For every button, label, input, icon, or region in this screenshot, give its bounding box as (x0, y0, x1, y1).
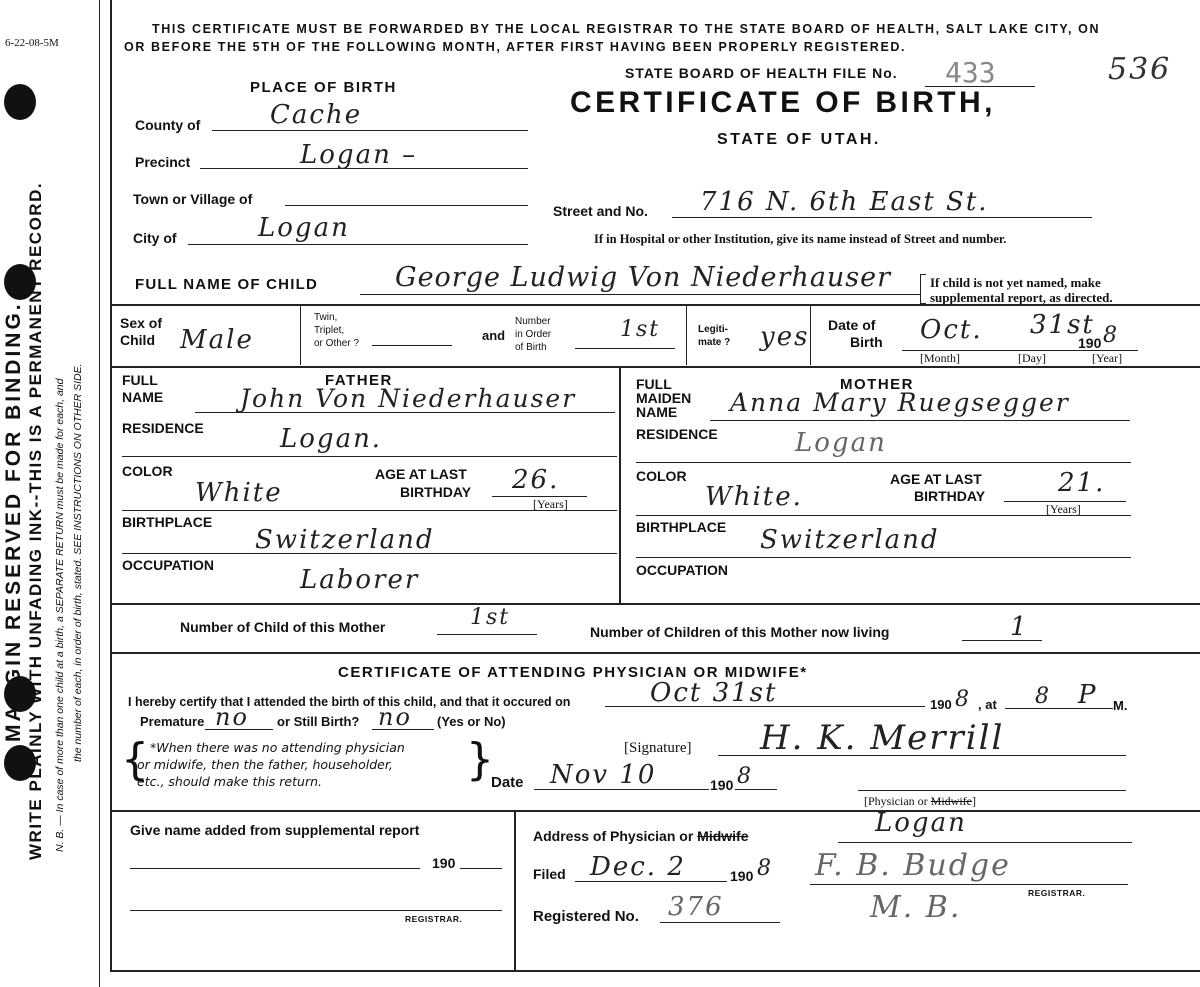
file-number-label: STATE BOARD OF HEALTH FILE No. (625, 65, 898, 81)
father-occupation-label: OCCUPATION (122, 557, 215, 573)
legit-label-2: mate ? (698, 337, 731, 348)
mother-heading: MOTHER (840, 376, 914, 393)
sex-label-1: Sex of (120, 315, 163, 331)
child-number-line (437, 634, 537, 635)
father-name-value: John Von Niederhauser (240, 384, 577, 413)
county-label: County of (135, 117, 201, 133)
vline-parents (619, 367, 621, 603)
day-caption: [Day] (1018, 351, 1046, 365)
certificate-title: CERTIFICATE OF BIRTH, (570, 86, 996, 119)
physician-caption (864, 794, 976, 809)
hour-line (1005, 708, 1113, 709)
child-name-note-2: supplemental report, as directed. (930, 290, 1113, 305)
physician-heading: CERTIFICATE OF ATTENDING PHYSICIAN OR MIDWIFE* (338, 664, 808, 681)
father-age-value: 26. (512, 465, 560, 495)
premature-label: Premature (140, 714, 205, 729)
mother-birthplace-line (636, 557, 1131, 558)
father-age-label-2: BIRTHDAY (400, 484, 472, 500)
order-label-1: Number (515, 316, 551, 327)
father-heading: FATHER (325, 372, 393, 389)
mother-residence-line (636, 462, 1131, 463)
mother-name-line (710, 420, 1130, 421)
registrar-initials: M. B. (870, 890, 962, 925)
sign-date-line (534, 789, 709, 790)
children-living-line (962, 640, 1042, 641)
father-birthplace-label: BIRTHPLACE (122, 514, 213, 530)
month-caption: [Month] (920, 351, 960, 365)
divider-physician (110, 652, 1200, 654)
supplemental-registrar-line (130, 910, 502, 911)
mother-occupation-label: OCCUPATION (636, 562, 729, 578)
birth-year-prefix: 190 (1078, 335, 1102, 351)
occurred-date-value: Oct 31st (650, 678, 778, 708)
signature-label: [Signature] (624, 740, 692, 756)
vline-sex (300, 305, 301, 365)
father-residence-line (122, 456, 617, 457)
divider-registration (110, 810, 1200, 812)
county-line (212, 130, 528, 131)
note-brace-right: } (466, 734, 494, 785)
father-color-value: White (195, 478, 283, 508)
birth-year-suffix: 8 (1103, 323, 1119, 348)
mother-age-label-1: AGE AT LAST (890, 471, 982, 487)
mother-name-value: Anna Mary Ruegsegger (730, 388, 1070, 417)
registrar-line (810, 884, 1128, 885)
header-instruction-2: OR BEFORE THE 5TH OF THE FOLLOWING MONTH, AFTER FIRST HAVING BEEN PROPERLY REGISTERED. (124, 40, 907, 54)
order-label-3: of Birth (515, 342, 547, 353)
physician-address: Logan (875, 808, 967, 838)
occurred-year-prefix: 190 (930, 697, 952, 712)
address-label-a: Address of Physician or (533, 828, 698, 844)
child-name-line (360, 294, 920, 295)
sign-date-label: Date (491, 774, 524, 791)
registrar-caption: REGISTRAR. (1028, 888, 1086, 898)
precinct-label: Precinct (135, 154, 191, 170)
filed-year-suffix: 8 (757, 856, 773, 881)
ampm-value: P (1078, 680, 1098, 710)
registrar-signature: F. B. Budge (815, 848, 1011, 883)
mother-age-label-2: BIRTHDAY (914, 488, 986, 504)
stillbirth-value: no (378, 703, 412, 731)
father-residence-value: Logan. (280, 424, 383, 454)
sign-year-line (735, 789, 777, 790)
legit-label-1: Legiti- (698, 324, 728, 335)
filed-line (575, 881, 727, 882)
precinct-line (200, 168, 528, 169)
father-years-caption: [Years] (533, 497, 568, 511)
father-name-label: NAME (122, 389, 164, 405)
physician-note-3: etc., should make this return. (137, 774, 322, 789)
divider-children (110, 603, 1200, 605)
registered-label: Registered No. (533, 908, 639, 925)
city-value: Logan (258, 213, 350, 243)
vline-legit (810, 305, 811, 365)
supplemental-year-line (460, 868, 502, 869)
sign-year-prefix: 190 (710, 777, 734, 793)
form-border-bottom (110, 970, 1200, 972)
signature-line (718, 755, 1126, 756)
form-code: 6-22-08-5M (5, 37, 59, 49)
city-label: City of (133, 230, 177, 246)
sign-year-suffix: 8 (737, 764, 753, 789)
hour-value: 8 (1035, 684, 1051, 709)
birth-day-value: 31st (1030, 310, 1095, 340)
physician-signature: H. K. Merrill (760, 718, 1005, 758)
father-birthplace-value: Switzerland (255, 525, 435, 555)
mother-birthplace-value: Switzerland (760, 525, 940, 555)
mother-years-caption: [Years] (1046, 502, 1081, 516)
at-label: , at (978, 697, 997, 712)
margin-main-text: MARGIN RESERVED FOR BINDING. (2, 301, 25, 742)
father-color-line (122, 510, 617, 511)
occurred-date-line (605, 706, 925, 707)
date-label-2: Birth (850, 334, 883, 350)
margin-note-2: the number of each, in order of birth, stated. SEE INSTRUCTIONS ON OTHER SIDE. (72, 363, 84, 762)
mother-age-value: 21. (1058, 468, 1106, 498)
legit-value: yes (760, 322, 810, 352)
mother-color-line (636, 515, 1131, 516)
town-label: Town or Village of (133, 191, 253, 207)
child-number-label: Number of Child of this Mother (180, 619, 386, 635)
child-name-note-1: If child is not yet named, make (930, 275, 1101, 290)
children-living-label: Number of Children of this Mother now living (590, 624, 890, 640)
year-caption: [Year] (1092, 351, 1123, 365)
child-name-value: George Ludwig Von Niederhauser (395, 262, 892, 293)
physician-caption-a: [Physician or (864, 794, 931, 808)
physician-note-1: *When there was no attending physician (150, 740, 405, 755)
order-label-2: in Order (515, 329, 552, 340)
father-residence-label: RESIDENCE (122, 420, 204, 436)
order-value: 1st (620, 317, 661, 342)
margin-note-1: N. B. — In case of more than one child at a birth, a SEPARATE RETURN must be made for each, and (54, 378, 66, 852)
sex-label-2: Child (120, 332, 155, 348)
sex-value: Male (180, 325, 254, 355)
certificate-subtitle: STATE OF UTAH. (717, 131, 881, 148)
vline-order (686, 305, 687, 365)
birth-month-value: Oct. (920, 315, 983, 345)
city-line (188, 244, 528, 245)
twin-label-2: Triplet, (314, 325, 345, 336)
margin-second-text: WRITE PLAINLY WITH UNFADING INK--THIS IS A PERMANENT RECORD. (26, 181, 45, 860)
street-line (672, 217, 1092, 218)
address-label (533, 828, 749, 844)
child-name-label: FULL NAME OF CHILD (135, 276, 318, 293)
twin-label-3: or Other ? (314, 338, 360, 349)
place-heading: PLACE OF BIRTH (250, 79, 397, 96)
address-label-midwife: Midwife (697, 828, 749, 844)
file-number-value: 433 (945, 56, 996, 89)
m-label: M. (1113, 698, 1128, 713)
vline-registration (514, 811, 516, 970)
address-line (838, 842, 1132, 843)
note-brace-left: { (121, 734, 149, 785)
registered-number: 376 (668, 892, 724, 922)
supplemental-name-line (130, 868, 420, 869)
supplemental-year-prefix: 190 (432, 855, 456, 871)
premature-line (205, 729, 273, 730)
mother-residence-label: RESIDENCE (636, 426, 718, 442)
children-living-value: 1 (1010, 612, 1029, 642)
divider-child (110, 304, 1200, 306)
order-line (575, 348, 675, 349)
sign-date-value: Nov 10 (550, 760, 657, 790)
hospital-note: If in Hospital or other Institution, give its name instead of Street and number. (594, 232, 1007, 246)
street-label: Street and No. (553, 203, 648, 219)
divider-parents (110, 366, 1200, 368)
father-color-label: COLOR (122, 463, 173, 479)
precinct-value: Logan – (300, 140, 418, 170)
form-border-left-inner (110, 0, 112, 970)
father-full-label: FULL (122, 372, 158, 388)
street-value: 716 N. 6th East St. (700, 187, 989, 217)
twin-line (372, 345, 452, 346)
father-occupation-value: Laborer (300, 565, 420, 595)
corner-number: 536 (1108, 52, 1172, 87)
certify-statement: I hereby certify that I attended the birth of this child, and that it occured on (128, 695, 571, 709)
filed-value: Dec. 2 (590, 852, 686, 882)
county-value: Cache (270, 100, 363, 130)
mother-name-label: NAME (636, 404, 678, 420)
physician-caption-c: ] (971, 794, 976, 808)
premature-value: no (215, 703, 249, 731)
date-label-1: Date of (828, 317, 876, 333)
registered-line (660, 922, 780, 923)
mother-color-label: COLOR (636, 468, 687, 484)
town-line (285, 205, 528, 206)
supplemental-label: Give name added from supplemental report (130, 822, 420, 838)
mother-color-value: White. (705, 482, 803, 512)
father-name-line (195, 412, 615, 413)
header-instruction-1: THIS CERTIFICATE MUST BE FORWARDED BY THE LOCAL REGISTRAR TO THE STATE BOARD OF HEALTH, SALT LAKE CITY, ON (152, 22, 1101, 36)
physician-title-line (858, 790, 1126, 791)
binding-hole-1 (4, 84, 36, 120)
mother-full-label: FULL (636, 376, 672, 392)
child-name-bracket (920, 274, 926, 304)
father-age-label-1: AGE AT LAST (375, 466, 467, 482)
child-number-value: 1st (470, 605, 511, 630)
and-label: and (482, 328, 506, 343)
mother-maiden-label: MAIDEN (636, 390, 692, 406)
father-birthplace-line (122, 553, 617, 554)
mother-birthplace-label: BIRTHPLACE (636, 519, 727, 535)
mother-residence-value: Logan (795, 428, 887, 458)
filed-label: Filed (533, 866, 566, 882)
supplemental-registrar-caption: REGISTRAR. (405, 914, 463, 924)
stillbirth-line (372, 729, 434, 730)
physician-caption-midwife: Midwife (930, 794, 972, 808)
occurred-year-suffix: 8 (955, 687, 971, 712)
filed-year-prefix: 190 (730, 868, 754, 884)
yesno-label: (Yes or No) (437, 714, 506, 729)
twin-label-1: Twin, (314, 312, 338, 323)
form-border-left (99, 0, 100, 987)
physician-note-2: or midwife, then the father, householder, (137, 757, 393, 772)
stillbirth-label: or Still Birth? (277, 714, 360, 729)
